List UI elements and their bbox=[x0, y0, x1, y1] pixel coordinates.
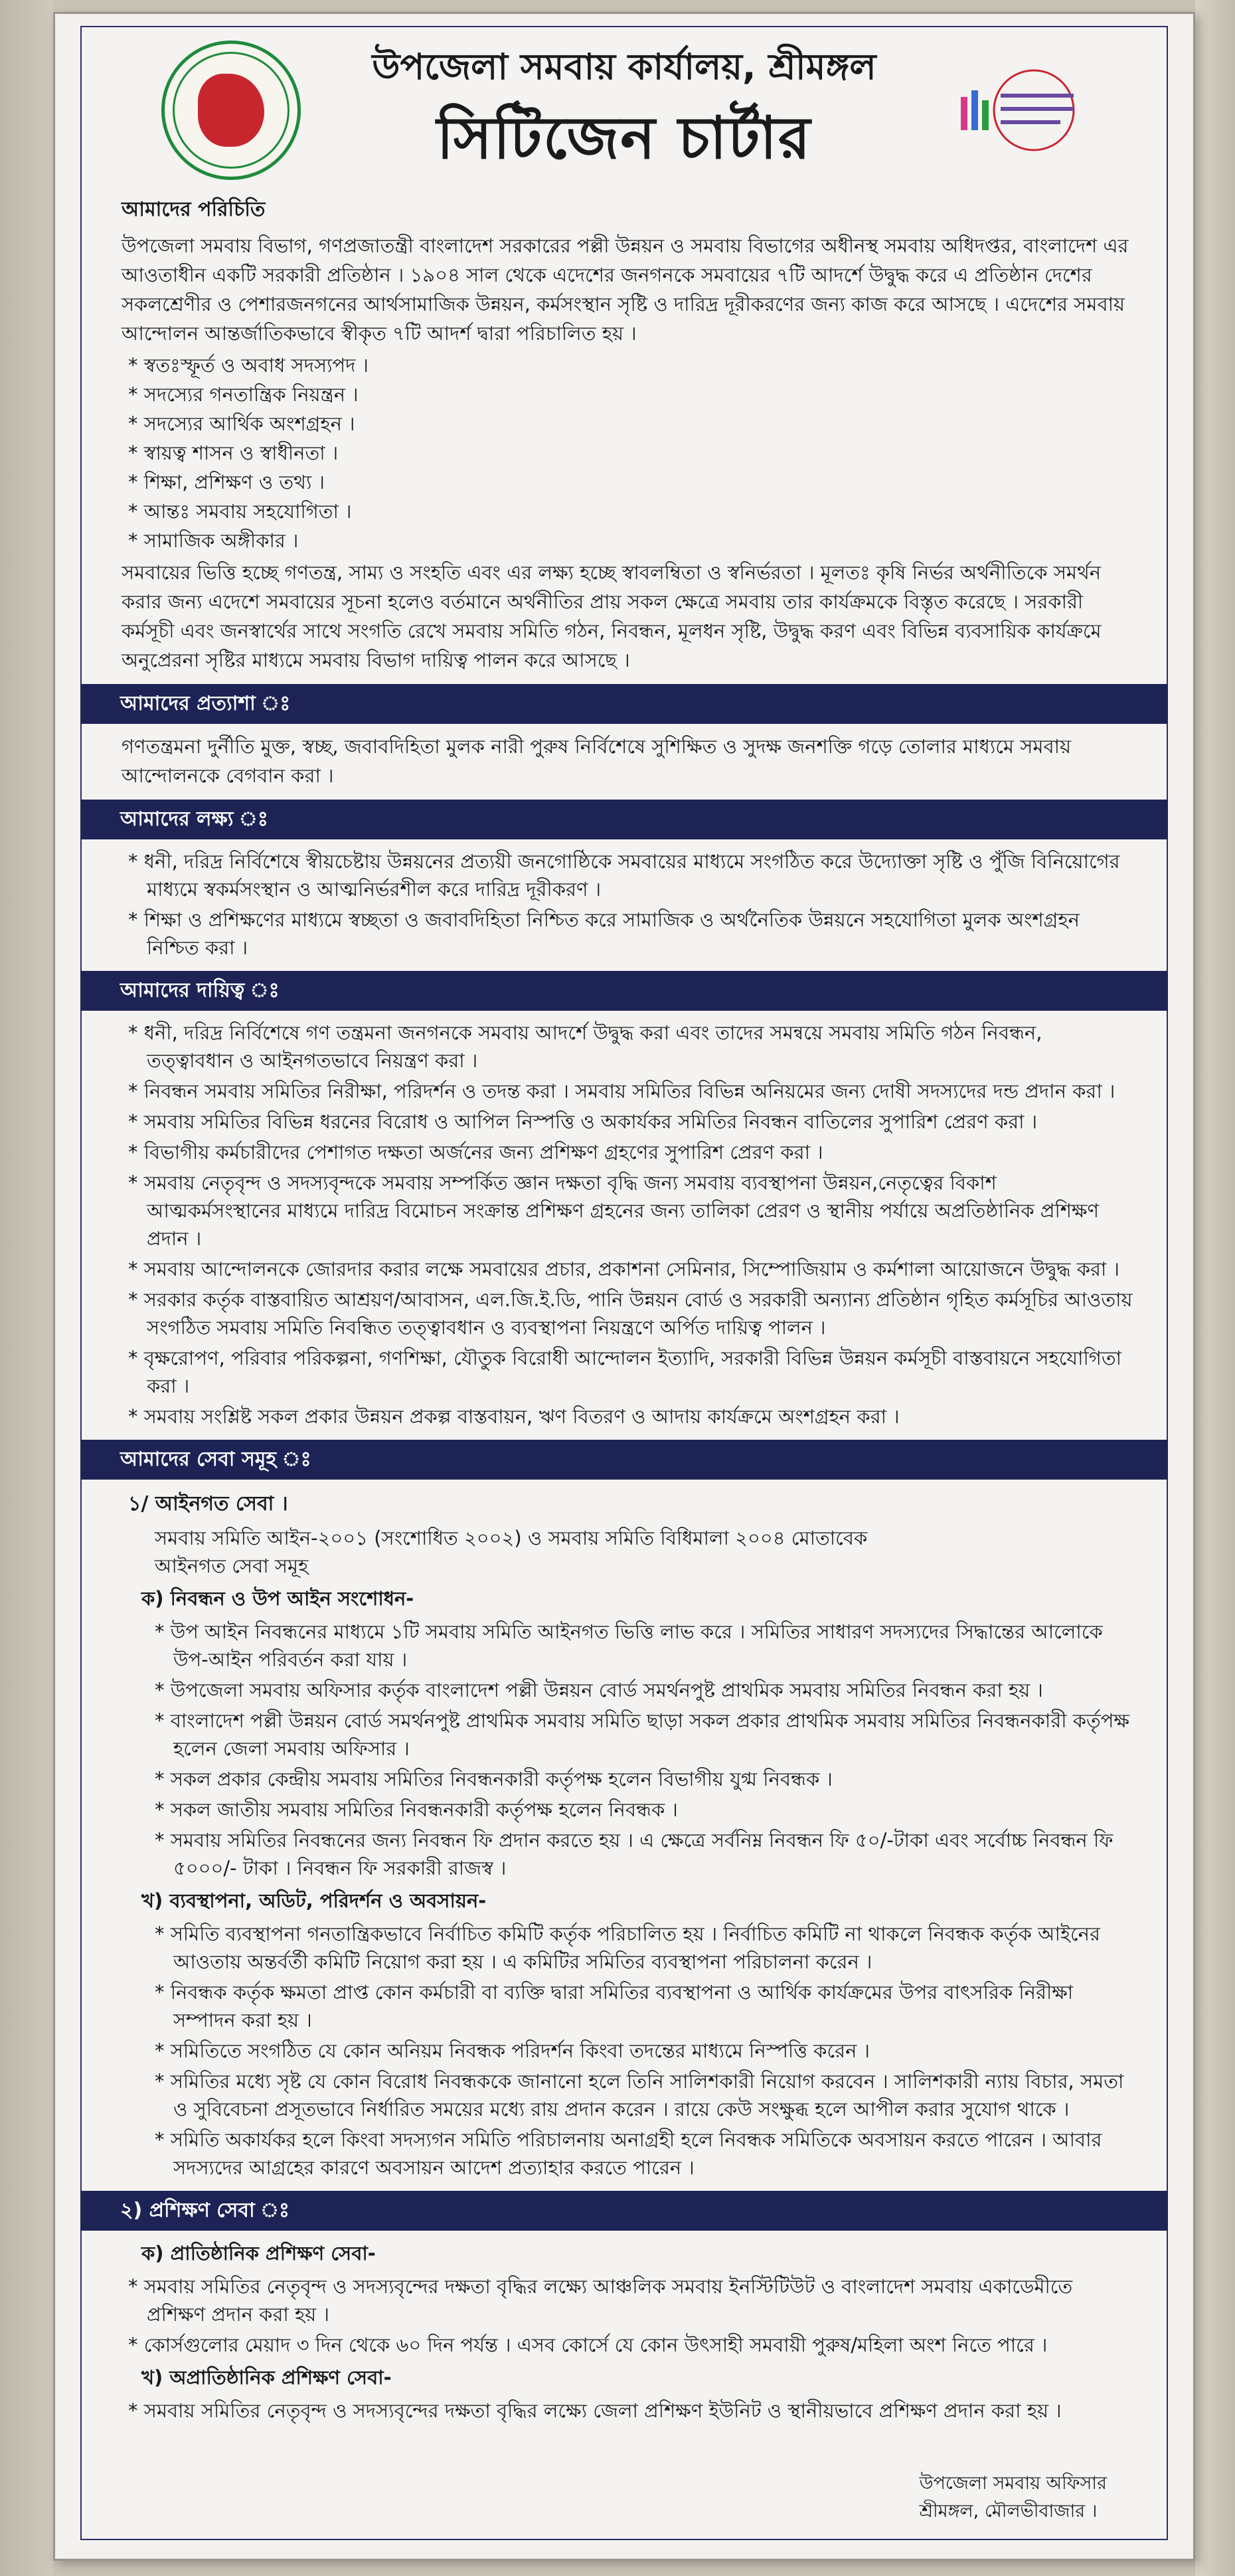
responsibilities-heading: আমাদের দায়িত্ব ঃ bbox=[80, 971, 1168, 1011]
principles-list bbox=[82, 351, 1167, 555]
list-item: * সামাজিক অঙ্গীকার । bbox=[128, 526, 1133, 555]
training-heading: ২) প্রশিক্ষণ সেবা ঃ bbox=[80, 2191, 1168, 2231]
list-item: * সমিতিতে সংগঠিত যে কোন অনিয়ম নিবন্ধক পরিদর্শন কিংবা তদন্তের মাধ্যমে নিস্পত্তি করেন । bbox=[155, 2037, 1133, 2065]
institutional-training-title: ক) প্রাতিষ্ঠানিক প্রশিক্ষণ সেবা- bbox=[141, 2242, 376, 2265]
list-item: * কোর্সগুলোর মেয়াদ ৩ দিন থেকে ৬০ দিন পর্যন্ত । এসব কোর্সে যে কোন উৎসাহী সমবায়ী পুরুষ/মহিলা অংশ নিতে পারে । bbox=[128, 2331, 1133, 2359]
intro-paragraph-2: সমবায়ের ভিত্তি হচ্ছে গণতন্ত্র, সাম্য ও সংহতি এবং এর লক্ষ্য হচ্ছে স্বাবলম্বিতা ও স্বনির্ভরতা । মূলতঃ কৃষি নির্ভর অর্থনীতিকে সমর্থন করার জন্য এদেশে সমবায়ের সূচনা হলেও বর্তমানে অর্থনীতির প্রায় সকল ক্ষেত্রে সমবায় তার কার্যক্রমকে বিস্তৃত করেছে । সরকারী কর্মসূচী এবং জনস্বার্থের সাথে সংগতি রেখে সমবায় সমিতি গঠন, নিবন্ধন, মূলধন সৃষ্টি, উদ্বুদ্ধ করণ এবং বিভিন্ন ব্যবসায়িক কার্যক্রমে অনুপ্রেরনা সৃষ্টির মাধ্যমে সমবায় বিভাগ দায়িত্ব পালন করে আসছে । bbox=[122, 561, 1102, 671]
list-item: * বিভাগীয় কর্মচারীদের পেশাগত দক্ষতা অর্জনের জন্য প্রশিক্ষণ গ্রহণের সুপারিশ প্রেরণ করা । bbox=[128, 1138, 1133, 1166]
institutional-training-list bbox=[82, 2273, 1167, 2359]
expectation-heading: আমাদের প্রত্যাশা ঃ bbox=[80, 684, 1168, 724]
cooperative-logo-icon bbox=[934, 64, 1107, 157]
list-item: * সমবায় নেতৃবৃন্দ ও সদস্যবৃন্দকে সমবায় সম্পর্কিত জ্ঞান দক্ষতা বৃদ্ধি জন্য সমবায় ব্যবস্থাপনা উন্নয়ন,নেতৃত্বের বিকাশ আত্মকর্মসংস্থানের মাধ্যমে দারিদ্র বিমোচন সংক্রান্ত প্রশিক্ষণ গ্রহনের জন্য তালিকা প্রেরণ ও স্থানীয় পর্যায়ে অপ্রতিষ্ঠানিক প্রশিক্ষণ প্রদান । bbox=[128, 1169, 1133, 1252]
list-item: * স্বতঃস্ফূর্ত ও অবাধ সদস্যপদ । bbox=[128, 351, 1133, 380]
list-item: * সমিতির মধ্যে সৃষ্ট যে কোন বিরোধ নিবন্ধককে জানানো হলে তিনি সালিশকারী নিয়োগ করবেন । সালিশকারী ন্যায় বিচার, সমতা ও সুবিবেচনা প্রসূতভাবে নির্ধারিত সময়ের মধ্যে রায় প্রদান করেন । রায়ে কেউ সংক্ষুব্ধ হলে আপীল করার সুযোগ থাকে । bbox=[155, 2067, 1133, 2123]
responsibilities-list bbox=[82, 1019, 1167, 1430]
list-item: * সমবায় সমিতির বিভিন্ন ধরনের বিরোধ ও আপিল নিস্পত্তি ও অকার্যকর সমিতির নিবন্ধন বাতিলের সুপারিশ প্রেরণ করা । bbox=[128, 1108, 1133, 1136]
management-list bbox=[82, 1920, 1167, 2182]
charter-header bbox=[82, 27, 1167, 180]
noninstitutional-training-list bbox=[82, 2397, 1167, 2425]
signature-title: উপজেলা সমবায় অফিসার bbox=[919, 2473, 1107, 2494]
list-item: * বৃক্ষরোপণ, পরিবার পরিকল্পনা, গণশিক্ষা, যৌতুক বিরোধী আন্দোলন ইত্যাদি, সরকারী বিভিন্ন উন্নয়ন কর্মসূচী বাস্তবায়নে সহযোগিতা করা । bbox=[128, 1344, 1133, 1400]
wall-right bbox=[1195, 0, 1235, 2576]
citizen-charter-board bbox=[53, 12, 1195, 2561]
list-item: * সদস্যের আর্থিক অংশগ্রহন । bbox=[128, 409, 1133, 438]
charter-title: সিটিজেন চার্টার bbox=[436, 104, 812, 172]
list-item: * ধনী, দরিদ্র নির্বিশেষে গণ তন্ত্রমনা জনগনকে সমবায় আদর্শে উদ্বুদ্ধ করা এবং তাদের সমন্বয়ে সমবায় সমিতি গঠন নিবন্ধন, তত্ত্বাবধান ও আইনগতভাবে নিয়ন্ত্রণ করা । bbox=[128, 1019, 1133, 1074]
intro-heading: আমাদের পরিচিতি bbox=[122, 198, 266, 221]
registration-title: ক) নিবন্ধন ও উপ আইন সংশোধন- bbox=[141, 1587, 414, 1610]
list-item: * ধনী, দরিদ্র নির্বিশেষে স্বীয়চেষ্টায় উন্নয়নের প্রত্যয়ী জনগোষ্ঠিকে সমবায়ের মাধ্যমে সংগঠিত করে উদ্যোক্তা সৃষ্টি ও পুঁজি বিনিয়োগের মাধ্যমে স্বকর্মসংস্থান ও আত্মনির্ভরশীল করে দারিদ্র দূরীকরণ । bbox=[128, 847, 1133, 903]
signature-block bbox=[920, 2470, 1107, 2526]
charter-frame bbox=[80, 26, 1168, 2540]
list-item: * নিবন্ধন সমবায় সমিতির নিরীক্ষা, পরিদর্শন ও তদন্ত করা । সমবায় সমিতির বিভিন্ন অনিয়মের জন্য দোষী সদস্যদের দন্ড প্রদান করা । bbox=[128, 1077, 1133, 1105]
legal-intro-2: আইনগত সেবা সমূহ bbox=[155, 1555, 309, 1577]
list-item: * বাংলাদেশ পল্লী উন্নয়ন বোর্ড সমর্থনপুষ্ট প্রাথমিক সমবায় সমিতি ছাড়া সকল প্রকার প্রাথমিক সমবায় সমিতির নিবন্ধনকারী কর্তৃপক্ষ হলেন জেলা সমবায় অফিসার । bbox=[155, 1707, 1133, 1762]
intro-paragraph: উপজেলা সমবায় বিভাগ, গণপ্রজাতন্ত্রী বাংলাদেশ সরকারের পল্লী উন্নয়ন ও সমবায় বিভাগের অধীনস্থ সমবায় অধিদপ্তর, বাংলাদেশ এর আওতাধীন একটি সরকারী প্রতিষ্ঠান । ১৯০৪ সাল থেকে এদেশের জনগনকে সমবায়ের ৭টি আদর্শে উদ্বুদ্ধ করে এ প্রতিষ্ঠান দেশের সকলশ্রেণীর ও পেশারজনগনের আর্থসামাজিক উন্নয়ন, কর্মসংস্থান সৃষ্টি ও দারিদ্র দূরীকরণের জন্য কাজ করে আসছে । এদেশের সমবায় আন্দোলন আন্তর্জাতিকভাবে স্বীকৃত ৭টি আদর্শ দ্বারা পরিচালিত হয় । bbox=[122, 234, 1129, 345]
management-title: খ) ব্যবস্থাপনা, অডিট, পরিদর্শন ও অবসায়ন- bbox=[141, 1889, 487, 1912]
wall-left bbox=[0, 0, 53, 2576]
noninstitutional-training-title: খ) অপ্রাতিষ্ঠানিক প্রশিক্ষণ সেবা- bbox=[141, 2366, 392, 2389]
legal-services-title: ১/ আইনগত সেবা । bbox=[128, 1492, 288, 1515]
list-item: * সমবায় সমিতির নিবন্ধনের জন্য নিবন্ধন ফি প্রদান করতে হয় । এ ক্ষেত্রে সর্বনিম্ন নিবন্ধন ফি ৫০/-টাকা এবং সর্বোচ্চ নিবন্ধন ফি ৫০০০/- টাকা । নিবন্ধন ফি সরকারী রাজস্ব । bbox=[155, 1826, 1133, 1882]
list-item: * শিক্ষা ও প্রশিক্ষণের মাধ্যমে স্বচ্ছতা ও জবাবদিহিতা নিশ্চিত করে সামাজিক ও অর্থনৈতিক উন্নয়নে সহযোগিতা মুলক অংশগ্রহন নিশ্চিত করা । bbox=[128, 906, 1133, 962]
list-item: * সমিতি অকার্যকর হলে কিংবা সদস্যগন সমিতি পরিচালনায় অনাগ্রহী হলে নিবন্ধক সমিতিকে অবসায়ন করতে পারেন । আবার সদস্যদের আগ্রহের কারণে অবসায়ন আদেশ প্রত্যাহার করতে পারেন । bbox=[155, 2126, 1133, 2182]
charter-content bbox=[82, 193, 1167, 2427]
list-item: * সমবায় সমিতির নেতৃবৃন্দ ও সদস্যবৃন্দের দক্ষতা বৃদ্ধির লক্ষ্যে জেলা প্রশিক্ষণ ইউনিট ও স্থানীয়ভাবে প্রশিক্ষণ প্রদান করা হয় । bbox=[128, 2397, 1133, 2425]
signature-location: শ্রীমঙ্গল, মৌলভীবাজার । bbox=[919, 2501, 1098, 2522]
list-item: * সমবায় সমিতির নেতৃবৃন্দ ও সদস্যবৃন্দের দক্ষতা বৃদ্ধির লক্ষ্যে আঞ্চলিক সমবায় ইনস্টিটিউট ও বাংলাদেশ সমবায় একাডেমীতে প্রশিক্ষণ প্রদান করা হয় । bbox=[128, 2273, 1133, 2328]
list-item: * স্বায়ত্ব শাসন ও স্বাধীনতা । bbox=[128, 438, 1133, 468]
expectation-text: গণতন্ত্রমনা দুর্নীতি মুক্ত, স্বচ্ছ, জবাবদিহিতা মুলক নারী পুরুষ নির্বিশেষে সুশিক্ষিত ও সুদক্ষ জনশক্তি গড়ে তোলার মাধ্যমে সমবায় আন্দোলনকে বেগবান করা । bbox=[122, 735, 1072, 787]
list-item: * সমবায় আন্দোলনকে জোরদার করার লক্ষে সমবায়ের প্রচার, প্রকাশনা সেমিনার, সিম্পোজিয়াম ও কর্মশালা আয়োজনে উদ্বুদ্ধ করা । bbox=[128, 1255, 1133, 1283]
office-title: উপজেলা সমবায় কার্যালয়, শ্রীমঙ্গল bbox=[372, 46, 876, 88]
list-item: * সরকার কর্তৃক বাস্তবায়িত আশ্রয়ণ/আবাসন, এল.জি.ই.ডি, পানি উন্নয়ন বোর্ড ও সরকারী অন্যান্য প্রতিষ্ঠান গৃহিত কর্মসূচির আওতায় সংগঠিত সমবায় সমিতি নিবন্ধিত তত্ত্বাবধান ও ব্যবস্থাপনা নিয়ন্ত্রণে অর্পিত দায়িত্ব পালন । bbox=[128, 1286, 1133, 1341]
legal-intro: সমবায় সমিতি আইন-২০০১ (সংশোধিত ২০০২) ও সমবায় সমিতি বিধিমালা ২০০৪ মোতাবেক bbox=[155, 1527, 868, 1549]
list-item: * সকল প্রকার কেন্দ্রীয় সমবায় সমিতির নিবন্ধনকারী কর্তৃপক্ষ হলেন বিভাগীয় যুগ্ম নিবন্ধক । bbox=[155, 1765, 1133, 1793]
list-item: * সদস্যের গনতান্ত্রিক নিয়ন্ত্রন । bbox=[128, 380, 1133, 409]
list-item: * নিবন্ধক কর্তৃক ক্ষমতা প্রাপ্ত কোন কর্মচারী বা ব্যক্তি দ্বারা সমিতির ব্যবস্থাপনা ও আর্থিক কার্যক্রমের উপর বাৎসরিক নিরীক্ষা সম্পাদন করা হয় । bbox=[155, 1978, 1133, 2034]
list-item: * আন্তঃ সমবায় সহযোগিতা । bbox=[128, 497, 1133, 526]
goals-list bbox=[82, 847, 1167, 962]
registration-list bbox=[82, 1618, 1167, 1882]
list-item: * উপজেলা সমবায় অফিসার কর্তৃক বাংলাদেশ পল্লী উন্নয়ন বোর্ড সমর্থনপুষ্ট প্রাথমিক সমবায় সমিতির নিবন্ধন করা হয় । bbox=[155, 1676, 1133, 1704]
list-item: * শিক্ষা, প্রশিক্ষণ ও তথ্য । bbox=[128, 468, 1133, 497]
list-item: * সমিতি ব্যবস্থাপনা গনতান্ত্রিকভাবে নির্বাচিত কমিটি কর্তৃক পরিচালিত হয় । নির্বাচিত কমিটি না থাকলে নিবন্ধক কর্তৃক আইনের আওতায় অন্তর্বর্তী কমিটি নিয়োগ করা হয় । এ কমিটির সমিতির ব্যবস্থাপনা পরিচালনা করেন । bbox=[155, 1920, 1133, 1976]
list-item: * সকল জাতীয় সমবায় সমিতির নিবন্ধনকারী কর্তৃপক্ষ হলেন নিবন্ধক । bbox=[155, 1796, 1133, 1824]
goals-heading: আমাদের লক্ষ্য ঃ bbox=[80, 800, 1168, 839]
list-item: * সমবায় সংশ্লিষ্ট সকল প্রকার উন্নয়ন প্রকল্প বাস্তবায়ন, ঋণ বিতরণ ও আদায় কার্যক্রমে অংশগ্রহন করা । bbox=[128, 1403, 1133, 1430]
services-heading: আমাদের সেবা সমূহ ঃ bbox=[80, 1440, 1168, 1480]
list-item: * উপ আইন নিবন্ধনের মাধ্যমে ১টি সমবায় সমিতি আইনগত ভিত্তি লাভ করে । সমিতির সাধারণ সদস্যদের সিদ্ধান্তের আলোকে উপ-আইন পরিবর্তন করা যায় । bbox=[155, 1618, 1133, 1674]
